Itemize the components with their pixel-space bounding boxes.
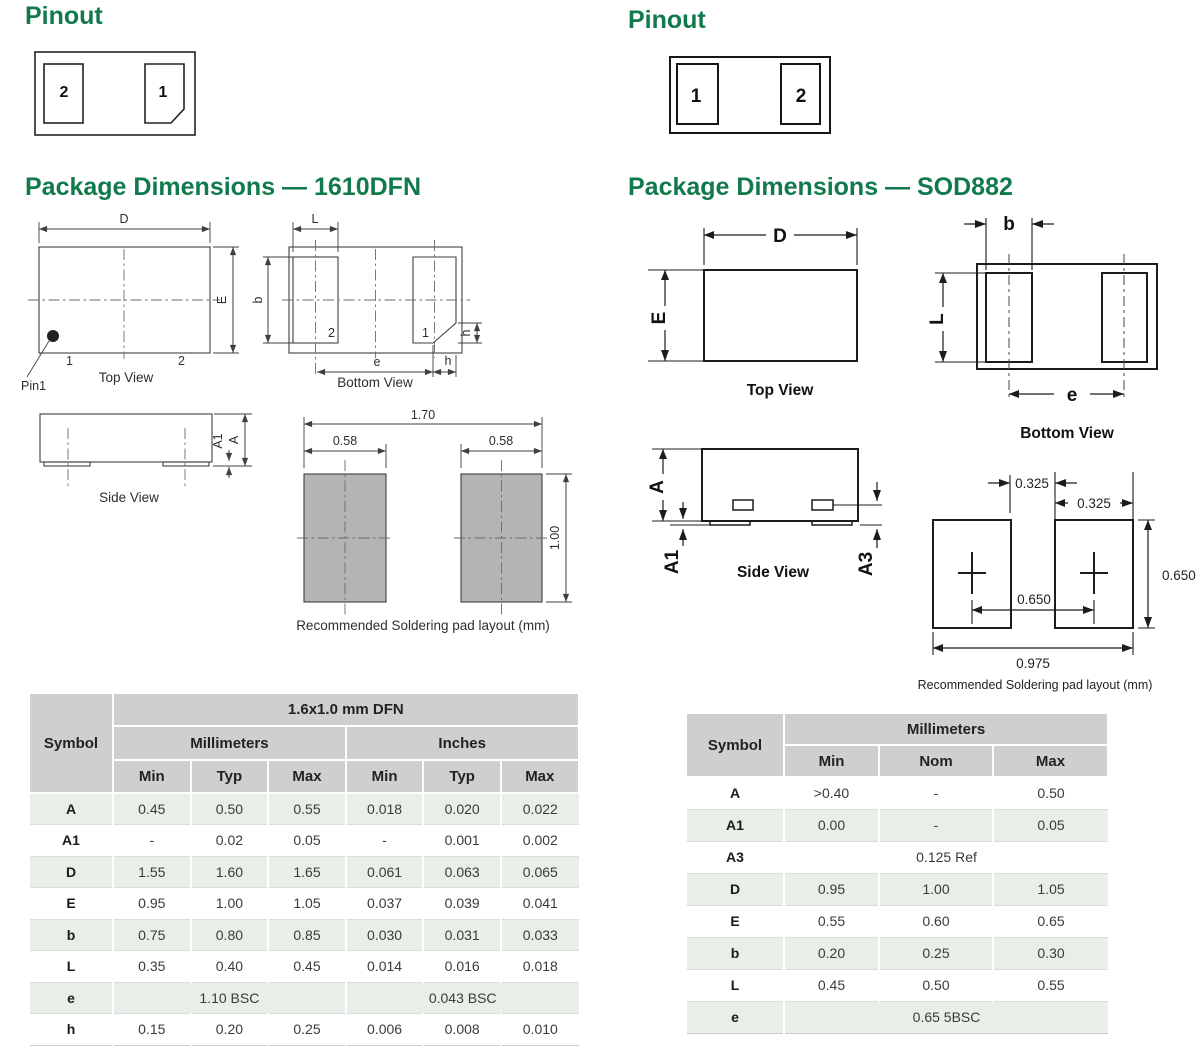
cell: 0.60	[879, 905, 993, 937]
cell: 0.50	[993, 777, 1108, 809]
table-row	[29, 825, 579, 857]
table-row	[686, 873, 1108, 905]
symbol-cell: D	[29, 856, 113, 888]
cell: 0.00	[784, 809, 879, 841]
cell: 0.50	[191, 793, 269, 825]
terminal-window-left	[733, 500, 753, 510]
cell: 0.014	[346, 951, 424, 983]
dim-label-b: b	[251, 296, 265, 304]
cell: 0.010	[501, 1014, 579, 1046]
package-body	[977, 264, 1157, 369]
sod-dimensions-table	[685, 712, 1109, 1034]
dim-label-L: L	[311, 212, 319, 226]
cell: 1.05	[993, 873, 1108, 905]
cell: 0.065	[501, 856, 579, 888]
sod-package-drawings	[620, 210, 1200, 705]
dim-label-E: E	[649, 311, 670, 325]
cell: 0.037	[346, 888, 424, 920]
cell: 0.002	[501, 825, 579, 857]
symbol-cell: A	[29, 793, 113, 825]
dim-label-h-right: h	[459, 329, 473, 337]
symbol-cell: h	[29, 1014, 113, 1046]
sod-pinout-drawing	[665, 52, 835, 137]
symbol-cell: e	[29, 982, 113, 1014]
dim-label-A1: A1	[662, 549, 683, 575]
cell: 0.022	[501, 793, 579, 825]
package-body	[702, 449, 858, 521]
symbol-cell: L	[29, 951, 113, 983]
dim-label-A3: A3	[856, 551, 877, 577]
pinout-title-right: Pinout	[628, 6, 706, 34]
top-view-caption: Top View	[746, 382, 814, 399]
cell: 1.10 BSC	[113, 982, 346, 1014]
cell: -	[346, 825, 424, 857]
pin2-number: 2	[59, 84, 69, 101]
cell: 0.55	[993, 969, 1108, 1001]
cell: 0.008	[423, 1014, 501, 1046]
table-row	[686, 809, 1108, 841]
cell: 0.45	[784, 969, 879, 1001]
units-header-mm: Millimeters	[113, 726, 346, 760]
cell: 0.016	[423, 951, 501, 983]
table-row	[29, 888, 579, 920]
symbol-cell: D	[686, 873, 784, 905]
cell: 0.50	[879, 969, 993, 1001]
pad-layout-caption: Recommended Soldering pad layout (mm)	[917, 678, 1153, 692]
dfn-package-drawings	[20, 210, 600, 660]
cell: 0.30	[993, 937, 1108, 969]
table-row	[29, 856, 579, 888]
cell: -	[113, 825, 191, 857]
cell: 0.05	[268, 825, 346, 857]
cell: 0.65	[993, 905, 1108, 937]
cell: 0.85	[268, 919, 346, 951]
dim-label-gap: 0.325	[1015, 476, 1049, 491]
symbol-cell: A3	[686, 841, 784, 873]
sod-top-view	[648, 226, 857, 399]
dim-label-pad-height: 1.00	[548, 525, 562, 551]
sod-bottom-view	[927, 214, 1157, 442]
pad-layout-caption: Recommended Soldering pad layout (mm)	[296, 618, 550, 633]
cell: 0.65 5BSC	[784, 1001, 1108, 1033]
terminal-left	[44, 462, 90, 466]
sod-side-view	[647, 449, 882, 581]
dim-label-A1: A1	[211, 433, 225, 449]
side-view-caption: Side View	[736, 564, 810, 581]
col-header: Max	[993, 745, 1108, 777]
cell: 0.001	[423, 825, 501, 857]
cell: 0.02	[191, 825, 269, 857]
units-header-in: Inches	[346, 726, 579, 760]
dfn-bottom-view	[251, 212, 482, 390]
cell: 0.018	[346, 793, 424, 825]
table-row	[686, 905, 1108, 937]
cell: 1.65	[268, 856, 346, 888]
pin2-number: 2	[178, 354, 185, 368]
symbol-cell: A1	[29, 825, 113, 857]
dim-label-right-pad: 0.58	[488, 434, 514, 448]
symbol-cell: e	[686, 1001, 784, 1033]
col-header: Max	[501, 760, 579, 793]
symbol-cell: A1	[686, 809, 784, 841]
dim-label-e: e	[373, 355, 381, 369]
bottom-view-caption: Bottom View	[337, 375, 413, 390]
cell: 0.018	[501, 951, 579, 983]
dim-label-b: b	[1003, 214, 1015, 235]
cell: 0.041	[501, 888, 579, 920]
dim-label-e: e	[1066, 385, 1078, 406]
dim-label-A: A	[227, 435, 241, 445]
cell: 0.25	[879, 937, 993, 969]
symbol-cell: L	[686, 969, 784, 1001]
pin1-indicator-dot	[47, 330, 59, 342]
units-header-mm: Millimeters	[784, 713, 1108, 745]
cell: 1.60	[191, 856, 269, 888]
col-header: Min	[113, 760, 191, 793]
package-body	[40, 414, 212, 462]
symbol-cell: E	[29, 888, 113, 920]
foot-left	[710, 521, 750, 525]
dfn-top-view	[21, 212, 239, 393]
col-header: Typ	[423, 760, 501, 793]
cell: -	[879, 809, 993, 841]
dim-label-D: D	[119, 212, 129, 226]
cell: 0.20	[191, 1014, 269, 1046]
group-header: 1.6x1.0 mm DFN	[113, 693, 579, 726]
cell: 0.033	[501, 919, 579, 951]
table-row	[686, 777, 1108, 809]
cell: 0.061	[346, 856, 424, 888]
dim-label-E: E	[215, 295, 229, 305]
dim-label-total-width: 0.975	[1016, 656, 1050, 671]
col-header: Typ	[191, 760, 269, 793]
foot-right	[812, 521, 852, 525]
cell: 0.043 BSC	[346, 982, 579, 1014]
table-row	[686, 1001, 1108, 1033]
pin1-number: 1	[158, 84, 168, 101]
symbol-cell: A	[686, 777, 784, 809]
col-header: Min	[346, 760, 424, 793]
cell: 0.039	[423, 888, 501, 920]
cell: 0.75	[113, 919, 191, 951]
dim-label-h-bottom: h	[444, 354, 452, 368]
col-header: Min	[784, 745, 879, 777]
table-row	[29, 919, 579, 951]
cell: 0.35	[113, 951, 191, 983]
cell: 1.05	[268, 888, 346, 920]
cell: 0.80	[191, 919, 269, 951]
pin1-number: 1	[66, 354, 73, 368]
cell: 0.006	[346, 1014, 424, 1046]
bottom-view-caption: Bottom View	[1020, 425, 1114, 442]
sod-pad-layout	[918, 472, 1196, 692]
dim-label-A: A	[647, 480, 668, 494]
cell: 1.00	[879, 873, 993, 905]
pin1-callout: Pin1	[21, 379, 47, 393]
cell: 0.25	[268, 1014, 346, 1046]
pad2-number: 2	[328, 326, 335, 340]
terminal-window-right	[812, 500, 833, 510]
dim-label-left-pad: 0.58	[332, 434, 358, 448]
cell: 0.55	[268, 793, 346, 825]
cell: 0.45	[113, 793, 191, 825]
cell: 1.00	[191, 888, 269, 920]
pinout-title-left: Pinout	[25, 2, 103, 30]
symbol-header: Symbol	[29, 693, 113, 793]
sod-dimensions-title: Package Dimensions — SOD882	[628, 173, 1013, 201]
dim-label-L: L	[927, 313, 948, 325]
cell: 0.063	[423, 856, 501, 888]
package-body	[704, 270, 857, 361]
cell: 0.45	[268, 951, 346, 983]
dfn-dimensions-title: Package Dimensions — 1610DFN	[25, 173, 421, 201]
pad1-number: 1	[422, 326, 429, 340]
terminal-right	[163, 462, 209, 466]
table-row	[29, 1014, 579, 1046]
col-header: Max	[268, 760, 346, 793]
cell: 0.125 Ref	[784, 841, 1108, 873]
dim-label-pitch: 0.650	[1017, 592, 1051, 607]
cell: 0.95	[784, 873, 879, 905]
top-view-caption: Top View	[98, 370, 154, 385]
dfn-dimensions-table	[28, 692, 580, 1046]
table-row	[686, 937, 1108, 969]
side-view-caption: Side View	[99, 490, 159, 505]
pin2-number: 2	[795, 86, 807, 107]
cell: 0.20	[784, 937, 879, 969]
dim-label-total-width: 1.70	[410, 408, 436, 422]
table-row	[686, 969, 1108, 1001]
dim-label-pad-height: 0.650	[1162, 568, 1196, 583]
cell: 0.05	[993, 809, 1108, 841]
symbol-cell: b	[686, 937, 784, 969]
dfn-pad-layout	[296, 408, 572, 633]
cell: 0.55	[784, 905, 879, 937]
table-row	[686, 841, 1108, 873]
symbol-header: Symbol	[686, 713, 784, 777]
col-header: Nom	[879, 745, 993, 777]
pin1-number: 1	[690, 86, 702, 107]
symbol-cell: b	[29, 919, 113, 951]
dfn-pinout-drawing	[30, 48, 200, 140]
cell: >0.40	[784, 777, 879, 809]
cell: -	[879, 777, 993, 809]
table-row	[29, 793, 579, 825]
pin1-leader-line	[27, 341, 49, 377]
dim-label-pad-width: 0.325	[1077, 496, 1111, 511]
dfn-side-view	[40, 414, 252, 505]
cell: 1.55	[113, 856, 191, 888]
table-row	[29, 951, 579, 983]
dim-label-D: D	[773, 226, 787, 247]
cell: 0.031	[423, 919, 501, 951]
cell: 0.020	[423, 793, 501, 825]
cell: 0.95	[113, 888, 191, 920]
symbol-cell: E	[686, 905, 784, 937]
cell: 0.15	[113, 1014, 191, 1046]
table-row	[29, 982, 579, 1014]
cell: 0.40	[191, 951, 269, 983]
cell: 0.030	[346, 919, 424, 951]
